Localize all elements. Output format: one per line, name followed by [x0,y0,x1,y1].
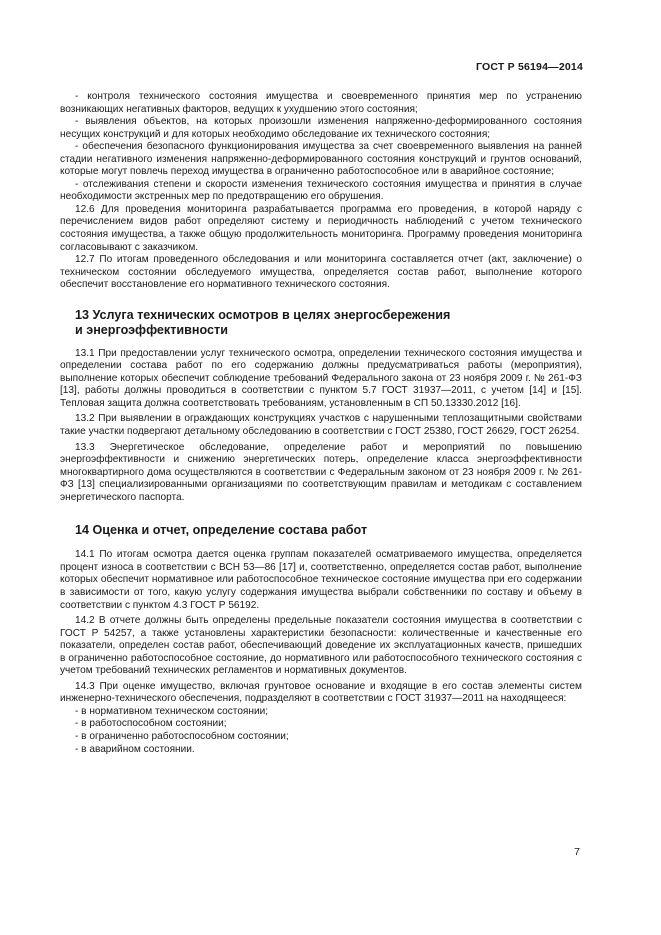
section-13-heading-line2: и энергоэффективности [75,322,228,337]
paragraph-14-2: 14.2 В отчете должны быть определены предельные показатели состояния имущества в соответствии с ГОСТ Р 54257, а также установлены характеристики безопасности: количественные и качественные его показатели, определен состав работ, обеспечивающий доведение их эксплуатационных качеств, пришедших в ограниченно работоспособное состояние, до нормативного или работоспособного технического состояния с учетом требований технических регламентов и нормативных документов. [60,615,582,677]
paragraph-14-1: 14.1 По итогам осмотра дается оценка группам показателей осматриваемого имущества, определяется процент износа в соответствии с ВСН 53—86 [17] и, соответственно, определяется состав работ, выполнение которых обеспечит нормативное или работоспособное техническое состояние имущества при его содержании в зависимости от того, какую услугу содержания имущества выбрали собственники по составу и объему в соответствии с пунктом 4.3 ГОСТ Р 56192. [60,549,582,611]
paragraph-14-3: 14.3 При оценке имущество, включая грунтовое основание и входящие в его состав элементы систем инженерно-технического обеспечения, подразделяют в соответствии с ГОСТ 31937—2011 на находящееся: [60,680,582,705]
paragraph-13-3: 13.3 Энергетическое обследование, определение работ и мероприятий по повышению энергоэффективности и снижению энергетических потерь, определение класса энергоэффективности многоквартирного дома осуществляются в соответствии с Федеральным законом от 23 ноября 2009 г. № 261-ФЗ [13] специализированными организациями по соответствующим правилам и методикам с составлением энергетического паспорта. [60,441,582,503]
paragraph-13-2: 13.2 При выявлении в ограждающих конструкциях участков с нарушенными теплозащитными свойствами такие участки подвергают детальному обследованию в соответствии с ГОСТ 25380, ГОСТ 26629, ГОСТ 26254. [60,413,582,438]
state-list-item: - в аварийном состоянии. [75,743,195,755]
section-13-heading [60,308,582,338]
paragraph-12-6: 12.6 Для проведения мониторинга разрабатывается программа его проведения, в которой наряду с перечислением видов работ определяют систему и периодичность наблюдений с учетом технического состояния имущества, а также общую продолжительность мониторинга. Программу проведения мониторинга согласовывают с заказчиком. [60,203,582,253]
document-body [60,91,582,756]
list-item: - контроля технического состояния имущества и своевременного принятия мер по устранению возникающих негативных факторов, ведущих к ухудшению этого состояния; [60,91,582,115]
section-14-heading: 14 Оценка и отчет, определение состава работ [75,523,368,538]
list-item: - обеспечения безопасного функционирования имущества за счет своевременного выявления на ранней стадии негативного изменения напряженно-деформированного состояния конструкций и грунтов оснований, которые могут повлечь переход имущества в ограниченно работоспособное или в аварийное состояние; [60,141,582,178]
state-list-item: - в нормативном техническом состоянии; [75,705,269,717]
paragraph-12-7: 12.7 По итогам проведенного обследования и или мониторинга составляется отчет (акт, заключение) о техническом состоянии обследуемого имущества, определяется состав работ, выполнение которого обеспечит восстановление его нормативного технического состояния. [60,254,582,291]
paragraph-13-1: 13.1 При предоставлении услуг технического осмотра, определении технического состояния имущества и определении состава работ по его содержанию должны предусматриваться работы (мероприятия), выполнение которых обеспечит соблюдение требований Федерального закона от 23 ноября 2009 г. № 261-ФЗ [13], работы должны проводиться в соответствии с пунктом 5.7 ГОСТ 31937—2011, с учетом [14] и [15]. Тепловая защита должна соответствовать требованиям, установленным в СП 50.13330.2012 [16]. [60,347,582,409]
list-item: - отслеживания степени и скорости изменения технического состояния имущества и принятия в случае необходимости экстренных мер по предотвращению его обрушения. [60,178,582,203]
state-list-item: - в ограниченно работоспособном состоянии; [75,730,289,742]
page-number: 7 [574,846,580,858]
list-item: - выявления объектов, на которых произошли изменения напряженно-деформированного состояния несущих конструкций и для которых необходимо обследование их технического состояния; [60,116,582,140]
state-list-item: - в работоспособном состоянии; [75,718,227,730]
document-code: ГОСТ Р 56194—2014 [475,61,583,73]
section-13-heading-line1: 13 Услуга технических осмотров в целях энергосбережения [75,307,451,322]
